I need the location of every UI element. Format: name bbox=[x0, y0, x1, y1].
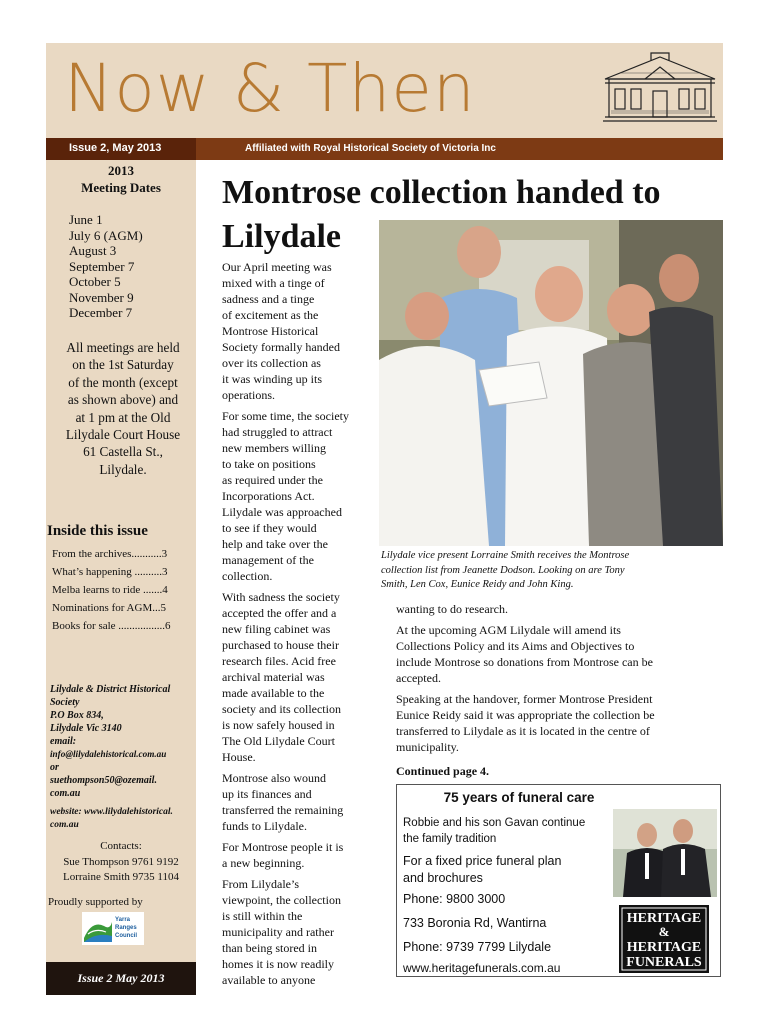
contacts: Contacts: Sue Thompson 9761 9192 Lorraine Smith 9735 1104 bbox=[63, 840, 179, 883]
article-line: available to anyone bbox=[222, 973, 316, 987]
funeral-advertisement bbox=[396, 784, 721, 977]
table-of-contents bbox=[52, 545, 171, 635]
article-line: purchased to house their bbox=[222, 638, 339, 652]
article-line: than being stored in bbox=[222, 941, 317, 955]
masthead bbox=[46, 43, 723, 138]
ad-website-link[interactable]: www.heritagefunerals.com.au bbox=[403, 961, 561, 975]
article-line: archival material was bbox=[222, 670, 325, 684]
sidebar bbox=[46, 160, 196, 985]
article-line: viewpoint, the collection bbox=[222, 893, 341, 907]
continued-note[interactable]: Continued page 4. bbox=[396, 764, 490, 778]
court-house-logo bbox=[601, 49, 719, 125]
handover-group-photo bbox=[379, 220, 723, 546]
article-paragraph bbox=[222, 839, 374, 871]
article-line: up its finances and bbox=[222, 787, 312, 801]
article-paragraph: At the upcoming AGM Lilydale will amend its Collections Policy and its Aims and Objectives to include Montrose so donations from Montrose can be accepted. bbox=[396, 623, 653, 685]
meeting-date: July 6 (AGM) bbox=[69, 227, 143, 243]
toc-item[interactable]: From the archives...........3 bbox=[52, 548, 168, 560]
article-line: society and its collection bbox=[222, 702, 341, 716]
ad-phone-lilydale[interactable]: Phone: 9739 7799 Lilydale bbox=[403, 940, 552, 954]
toc-item[interactable]: What’s happening ..........3 bbox=[52, 566, 168, 578]
council-logo-text: Yarra bbox=[115, 917, 131, 923]
meeting-date: June 1 bbox=[69, 212, 103, 227]
society-address: Lilydale & District Historical Society P.O Box 834, Lilydale Vic 3140 email: info@lilydalehistorical.com.au or suethompson50@ozemail. com.au bbox=[50, 683, 196, 800]
council-logo-text: Council bbox=[115, 933, 137, 939]
article-line: had struggled to attract bbox=[222, 425, 333, 439]
affiliation-label: Affiliated with Royal Historical Society of Victoria Inc bbox=[245, 143, 496, 154]
article-line: a new beginning. bbox=[222, 856, 305, 870]
article-line: help and take over the bbox=[222, 537, 328, 551]
article-line: funds to Lilydale. bbox=[222, 819, 307, 833]
article-paragraph bbox=[222, 770, 374, 834]
article-line: mixed with a tinge of bbox=[222, 276, 325, 290]
article-line: Lilydale was approached bbox=[222, 505, 342, 519]
issue-label: Issue 2, May 2013 bbox=[69, 142, 162, 154]
article-line: accepted the offer and a bbox=[222, 606, 337, 620]
meetings-held-note: All meetings are held on the 1st Saturday of the month (except as shown above) and at 1 pm at the Old Lilydale Court House 61 Castella St., Lilydale. bbox=[65, 340, 181, 477]
article-line: is still within the bbox=[222, 909, 303, 923]
article-line: Incorporations Act. bbox=[222, 489, 315, 503]
logo-text: HERITAGE bbox=[626, 940, 702, 955]
article-line: With sadness the society bbox=[222, 590, 340, 604]
article-line: municipality and rather bbox=[222, 925, 334, 939]
council-logo-text: Ranges bbox=[115, 925, 137, 931]
meeting-dates-list bbox=[69, 212, 143, 321]
article-line: The Old Lilydale Court bbox=[222, 734, 335, 748]
article-line: of excitement as the bbox=[222, 308, 319, 322]
logo-text: & bbox=[658, 924, 670, 939]
article-line: to take on positions bbox=[222, 457, 316, 471]
article-line: For Montrose people it is bbox=[222, 840, 344, 854]
article-line: House. bbox=[222, 750, 256, 764]
photo-caption: Lilydale vice present Lorraine Smith receives the Montrose collection list from Jeanette Dodson. Looking on are Tony Smith, Len Cox, Eunice Reidy and John King. bbox=[381, 550, 630, 591]
article-line: homes it is now readily bbox=[222, 957, 334, 971]
meeting-dates-heading: 2013 Meeting Dates bbox=[81, 163, 161, 195]
heritage-funerals-logo bbox=[619, 905, 709, 973]
article-line: research files. Acid free bbox=[222, 654, 336, 668]
ad-fixed-price-text: For a fixed price funeral plan and brochures bbox=[403, 854, 562, 885]
yarra-ranges-council-logo bbox=[82, 912, 144, 945]
article-line: Our April meeting was bbox=[222, 260, 332, 274]
supported-by-label: Proudly supported by bbox=[48, 896, 143, 908]
toc-item[interactable]: Melba learns to ride .......4 bbox=[52, 584, 168, 596]
newsletter-title: Now & Then bbox=[64, 50, 476, 127]
ad-tradition-text: Robbie and his son Gavan continue the family tradition bbox=[403, 817, 586, 845]
article-line: transferred the remaining bbox=[222, 803, 344, 817]
funeral-directors-photo bbox=[613, 809, 717, 897]
article-paragraph bbox=[222, 259, 374, 403]
meeting-date: November 9 bbox=[69, 289, 134, 305]
article-line: new filing cabinet was bbox=[222, 622, 331, 636]
article-line: Society formally handed bbox=[222, 340, 340, 354]
website-link[interactable]: website: www.lilydalehistorical. com.au bbox=[50, 807, 173, 830]
ad-phone-wantirna[interactable]: Phone: 9800 3000 bbox=[403, 892, 506, 906]
article-line: as required under the bbox=[222, 473, 323, 487]
article-line: made available to the bbox=[222, 686, 325, 700]
email-link[interactable]: info@lilydalehistorical.com.au bbox=[50, 749, 167, 759]
article-headline: Montrose collection handed to Lilydale bbox=[222, 174, 661, 255]
article-paragraph bbox=[222, 876, 374, 988]
email-link[interactable]: suethompson50@ozemail. bbox=[50, 775, 157, 786]
meeting-date: October 5 bbox=[69, 274, 121, 289]
footer-issue-label: Issue 2 May 2013 bbox=[46, 962, 196, 995]
article-paragraph bbox=[222, 589, 374, 765]
article-column-2 bbox=[396, 601, 723, 784]
article-paragraph bbox=[222, 408, 374, 584]
ad-title: 75 years of funeral care bbox=[443, 790, 595, 805]
article-line: operations. bbox=[222, 388, 275, 402]
toc-item[interactable]: Books for sale .................6 bbox=[52, 620, 171, 632]
toc-item[interactable]: Nominations for AGM...5 bbox=[52, 602, 166, 614]
article-line: collection. bbox=[222, 569, 273, 583]
article-line: to see if they would bbox=[222, 521, 317, 535]
newsletter-page bbox=[46, 43, 723, 987]
logo-text: FUNERALS bbox=[626, 955, 702, 970]
logo-text: HERITAGE bbox=[626, 911, 702, 926]
article-line: Montrose also wound bbox=[222, 771, 326, 785]
article-line: For some time, the society bbox=[222, 409, 349, 423]
article-line: From Lilydale’s bbox=[222, 877, 299, 891]
article-line: is now safely housed in bbox=[222, 718, 335, 732]
meeting-date: December 7 bbox=[69, 305, 133, 320]
article-column-1 bbox=[222, 259, 374, 993]
article-paragraph: Speaking at the handover, former Montrose President Eunice Reidy said it was appropriate the collection be transferred to Lilydale as it is located in the centre of municipality. bbox=[396, 692, 655, 754]
inside-issue-heading: Inside this issue bbox=[47, 523, 148, 539]
ad-address: 733 Boronia Rd, Wantirna bbox=[403, 916, 547, 930]
article-line: sadness and a tinge bbox=[222, 292, 315, 306]
article-paragraph: wanting to do research. bbox=[396, 602, 508, 616]
meeting-date: September 7 bbox=[69, 258, 135, 274]
article-line: it was winding up its bbox=[222, 372, 323, 386]
article-line: new members willing bbox=[222, 441, 326, 455]
article-line: management of the bbox=[222, 553, 314, 567]
meeting-date: August 3 bbox=[69, 243, 117, 258]
article-line: over its collection as bbox=[222, 356, 321, 370]
article-line: Montrose Historical bbox=[222, 324, 319, 338]
